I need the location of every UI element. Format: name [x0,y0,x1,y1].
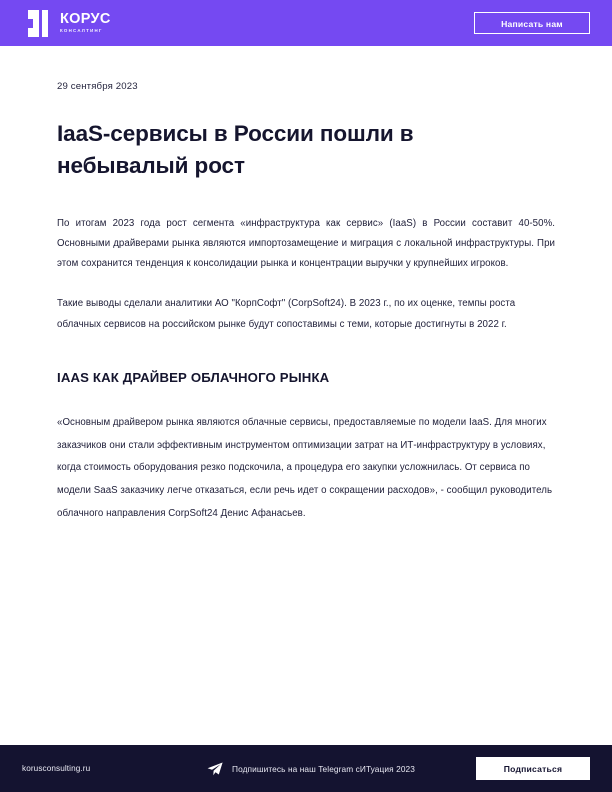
telegram-icon [207,762,223,776]
section-heading: IAAS КАК ДРАЙВЕР ОБЛАЧНОГО РЫНКА [57,369,330,385]
footer-promo-text: Подпишитесь на наш Telegram сИТуация 2023 [232,763,415,774]
site-header [0,0,612,46]
subscribe-button[interactable]: Подписаться [476,757,590,780]
page-title: IaaS-сервисы в России пошли в небывалый рост [57,121,414,178]
brand-logo[interactable] [28,10,111,37]
article-date: 29 сентября 2023 [57,81,138,92]
contact-us-button[interactable]: Написать нам [474,12,590,34]
footer-promo-group [207,762,476,776]
brand-text [60,12,111,33]
article-paragraph-2: Такие выводы сделали аналитики АО "КорпСофт" (CorpSoft24). В 2023 г., по их оценке, темпы роста облачных сервисов на российском рынке будут сопоставимы с теми, которые достигнуты в 2022 г. [57,298,516,330]
article-body [0,46,612,526]
brand-name: КОРУС [60,11,111,28]
article-paragraph-3: «Основным драйвером рынка являются облачные сервисы, предоставляемые по модели IaaS. Для многих заказчиков они стали эффективным инструментом оптимизации затрат на ИТ-инфраструктуру в условиях, когда стоимость оборудования резко подскочила, а процедура его закупки усложнилась. От сервиса по модели SaaS заказчику легче отказаться, если речь идет о сокращении расходов», - сообщил руководитель облачного направления CorpSoft24 Денис Афанасьев. [57,416,553,519]
footer-website-link[interactable]: korusconsulting.ru [22,764,91,773]
site-footer [0,745,612,792]
article-paragraph-1: По итогам 2023 года рост сегмента «инфраструктура как сервис» (IaaS) в России составит 40-50%. Основными драйверами рынка являются импортозамещение и миграция с локальной инфраструктуры. При этом сохранится тенденция к консолидации рынка и концентрации выручки у крупнейших игроков. [57,217,555,270]
brand-subtitle: КОНСАЛТИНГ [60,28,103,34]
korus-logo-icon [28,10,53,37]
